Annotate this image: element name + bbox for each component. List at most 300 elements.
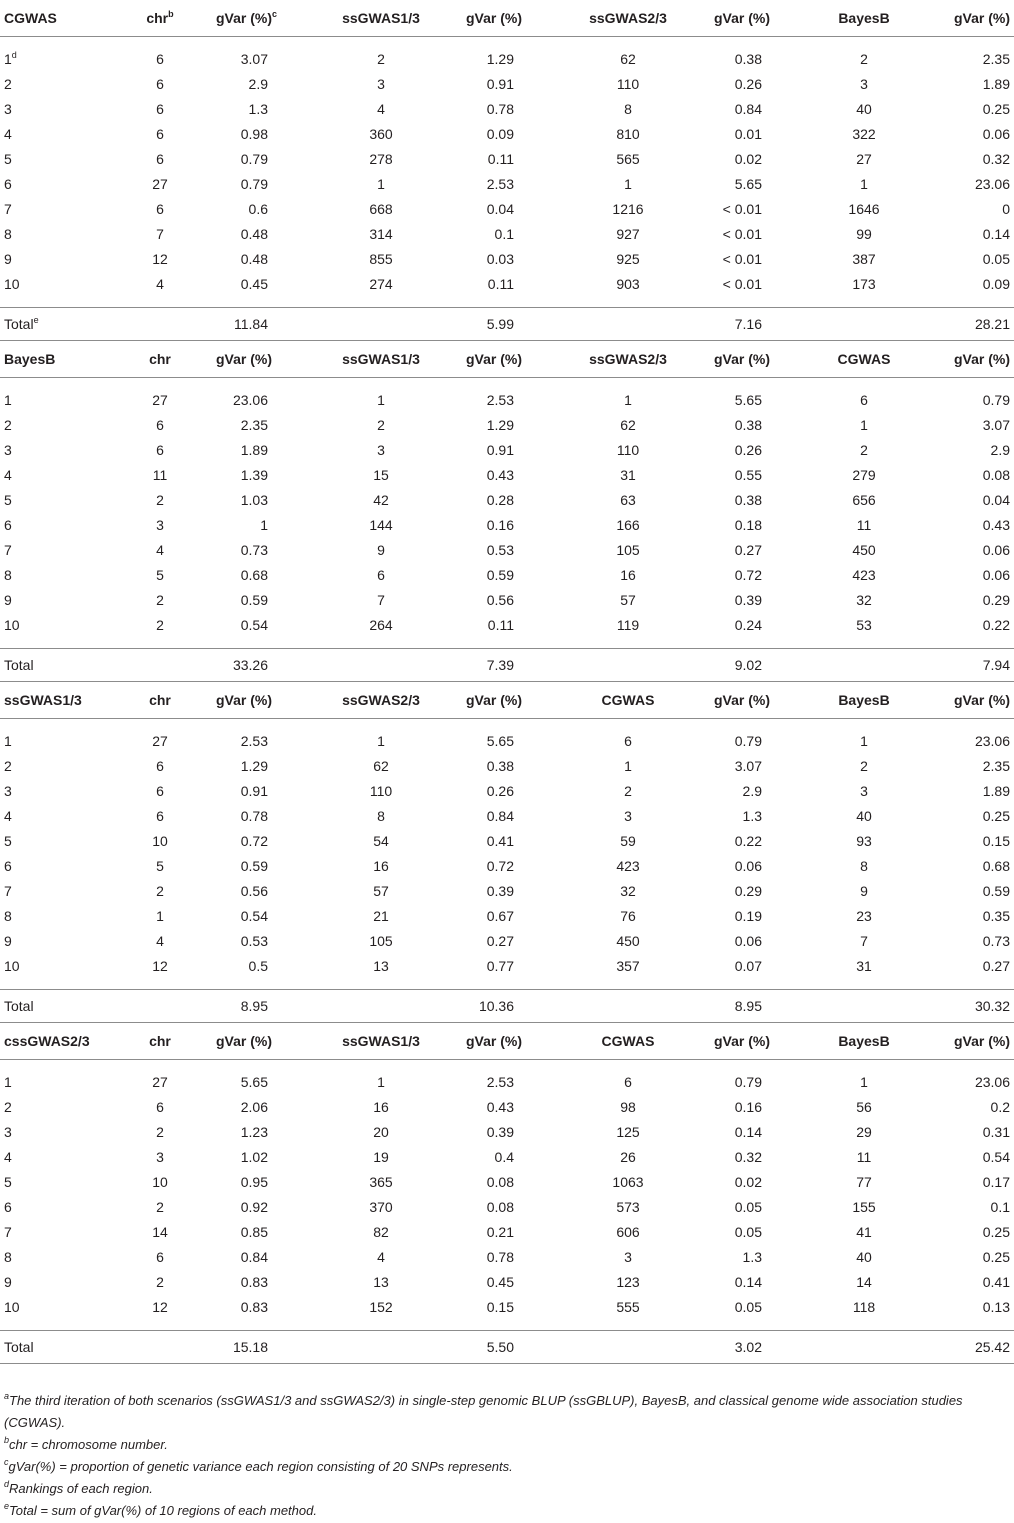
cell-value: 27 bbox=[152, 392, 168, 408]
table-cell bbox=[296, 729, 466, 754]
cell-value: 0.15 bbox=[486, 1299, 514, 1315]
cell-value: 2 bbox=[4, 758, 12, 774]
table-cell bbox=[940, 954, 1014, 979]
empty-cell bbox=[296, 308, 466, 341]
table-cell bbox=[0, 513, 104, 538]
column-header-label: gVar (%) bbox=[714, 351, 771, 367]
table-cell bbox=[466, 1220, 542, 1245]
spacer-cell bbox=[940, 37, 1014, 48]
table-row bbox=[0, 754, 1014, 779]
spacer-cell bbox=[940, 1060, 1014, 1071]
table-cell bbox=[216, 829, 296, 854]
footnote-marker: d bbox=[4, 1479, 10, 1489]
cell-value: 0.08 bbox=[486, 1174, 514, 1190]
cell-value: 0.14 bbox=[982, 226, 1010, 242]
table-cell bbox=[714, 97, 788, 122]
column-header bbox=[466, 341, 542, 378]
table-cell bbox=[466, 47, 542, 72]
table-cell bbox=[296, 563, 466, 588]
cell-value: 1063 bbox=[612, 1174, 644, 1190]
total-value-text: 33.26 bbox=[232, 657, 268, 673]
table-cell bbox=[940, 563, 1014, 588]
cell-value: 7 bbox=[4, 883, 12, 899]
table-cell bbox=[788, 1070, 940, 1095]
table-cell bbox=[714, 47, 788, 72]
cell-value: 0.59 bbox=[240, 858, 268, 874]
table-cell bbox=[714, 854, 788, 879]
spacer-cell bbox=[104, 1320, 216, 1331]
cell-value: 5 bbox=[4, 1174, 12, 1190]
cell-value: 26 bbox=[620, 1149, 636, 1165]
cell-value: 19 bbox=[373, 1149, 389, 1165]
cell-value: 0.16 bbox=[486, 517, 514, 533]
table-cell bbox=[714, 904, 788, 929]
table-cell bbox=[940, 438, 1014, 463]
footnote-marker: b bbox=[168, 9, 174, 19]
cell-value: 6 bbox=[860, 392, 868, 408]
table-cell bbox=[714, 247, 788, 272]
table-cell bbox=[296, 388, 466, 413]
total-value bbox=[714, 308, 788, 341]
cell-value: < 0.01 bbox=[722, 201, 762, 217]
table-cell bbox=[788, 1220, 940, 1245]
cell-value: 0.39 bbox=[734, 592, 762, 608]
table-cell bbox=[296, 879, 466, 904]
cell-value: 3 bbox=[156, 1149, 164, 1165]
cell-value: 1 bbox=[624, 176, 632, 192]
cell-value: 3.07 bbox=[240, 51, 268, 67]
column-header-label: gVar (%) bbox=[466, 10, 523, 26]
column-header bbox=[542, 1023, 714, 1060]
table-cell bbox=[296, 413, 466, 438]
total-value bbox=[940, 308, 1014, 341]
table-cell bbox=[466, 879, 542, 904]
row-spacer bbox=[0, 979, 1014, 990]
table-cell bbox=[0, 804, 104, 829]
table-cell bbox=[542, 1070, 714, 1095]
cell-value: 1.23 bbox=[240, 1124, 268, 1140]
total-value-text: 10.36 bbox=[478, 998, 514, 1014]
table-cell bbox=[466, 122, 542, 147]
footnote bbox=[4, 1434, 1014, 1456]
total-value-text: 7.16 bbox=[734, 316, 762, 332]
spacer-cell bbox=[216, 378, 296, 389]
table-cell bbox=[296, 1095, 466, 1120]
spacer-cell bbox=[104, 378, 216, 389]
cell-value: 59 bbox=[620, 833, 636, 849]
table-cell bbox=[296, 1070, 466, 1095]
table-cell bbox=[940, 197, 1014, 222]
cell-value: 10 bbox=[4, 276, 20, 292]
cell-value: 31 bbox=[620, 467, 636, 483]
cell-value: 5.65 bbox=[240, 1074, 268, 1090]
spacer-cell bbox=[714, 638, 788, 649]
column-header-label: gVar (%) bbox=[216, 1033, 273, 1049]
total-label bbox=[0, 1331, 104, 1364]
cell-value: 1.29 bbox=[486, 51, 514, 67]
total-label bbox=[0, 308, 104, 341]
footnote bbox=[4, 1500, 1014, 1522]
cell-value: 0.56 bbox=[486, 592, 514, 608]
table-cell bbox=[940, 729, 1014, 754]
cell-value: 7 bbox=[156, 226, 164, 242]
column-header bbox=[542, 341, 714, 378]
table-cell bbox=[104, 588, 216, 613]
cell-value: < 0.01 bbox=[722, 251, 762, 267]
cell-value: 14 bbox=[152, 1224, 168, 1240]
cell-value: 2.9 bbox=[990, 442, 1010, 458]
footnote-marker: d bbox=[11, 50, 17, 60]
spacer-cell bbox=[0, 1320, 104, 1331]
empty-cell bbox=[296, 990, 466, 1023]
cell-value: 0.79 bbox=[734, 733, 762, 749]
table-cell bbox=[296, 1220, 466, 1245]
table-cell bbox=[542, 97, 714, 122]
cell-value: 6 bbox=[156, 101, 164, 117]
table-cell bbox=[788, 1095, 940, 1120]
table-cell bbox=[940, 1295, 1014, 1320]
cell-value: 5.65 bbox=[734, 176, 762, 192]
cell-value: 6 bbox=[156, 783, 164, 799]
cell-value: 0.08 bbox=[486, 1199, 514, 1215]
table-cell bbox=[940, 613, 1014, 638]
cell-value: 0.55 bbox=[734, 467, 762, 483]
spacer-cell bbox=[104, 719, 216, 730]
table-cell bbox=[788, 729, 940, 754]
spacer-cell bbox=[466, 638, 542, 649]
table-cell bbox=[104, 954, 216, 979]
cell-value: 0.19 bbox=[734, 908, 762, 924]
table-cell bbox=[466, 388, 542, 413]
table-cell bbox=[0, 1195, 104, 1220]
table-cell bbox=[296, 172, 466, 197]
table-cell bbox=[0, 413, 104, 438]
table-cell bbox=[216, 513, 296, 538]
cell-value: 0.14 bbox=[734, 1274, 762, 1290]
table-cell bbox=[104, 413, 216, 438]
cell-value: 0.14 bbox=[734, 1124, 762, 1140]
table-cell bbox=[0, 72, 104, 97]
table-cell bbox=[788, 413, 940, 438]
table-cell bbox=[788, 779, 940, 804]
spacer-cell bbox=[788, 37, 940, 48]
cell-value: 606 bbox=[616, 1224, 640, 1240]
table-cell bbox=[714, 729, 788, 754]
cell-value: 0.59 bbox=[486, 567, 514, 583]
table-cell bbox=[104, 438, 216, 463]
table-cell bbox=[104, 47, 216, 72]
table-cell bbox=[542, 272, 714, 297]
cell-value: 1 bbox=[260, 517, 268, 533]
table-cell bbox=[466, 1245, 542, 1270]
spacer-cell bbox=[714, 719, 788, 730]
cell-value: 12 bbox=[152, 1299, 168, 1315]
spacer-cell bbox=[788, 719, 940, 730]
cell-value: 62 bbox=[620, 51, 636, 67]
spacer-cell bbox=[542, 37, 714, 48]
cell-value: 8 bbox=[4, 1249, 12, 1265]
cell-value: 0.22 bbox=[982, 617, 1010, 633]
cell-value: 23.06 bbox=[232, 392, 268, 408]
table-cell bbox=[714, 879, 788, 904]
spacer-cell bbox=[296, 37, 466, 48]
table-cell bbox=[788, 538, 940, 563]
table-cell bbox=[216, 272, 296, 297]
cell-value: 0.04 bbox=[486, 201, 514, 217]
table-row bbox=[0, 438, 1014, 463]
cell-value: 1.89 bbox=[982, 783, 1010, 799]
table-cell bbox=[542, 779, 714, 804]
table-cell bbox=[788, 929, 940, 954]
table-cell bbox=[466, 172, 542, 197]
cell-value: 14 bbox=[856, 1274, 872, 1290]
table-cell bbox=[104, 754, 216, 779]
table-cell bbox=[0, 1270, 104, 1295]
cell-value: 2.35 bbox=[982, 51, 1010, 67]
cell-value: 903 bbox=[616, 276, 640, 292]
table-cell bbox=[104, 272, 216, 297]
column-header-label: CGWAS bbox=[601, 1033, 655, 1049]
cell-value: 0.73 bbox=[240, 542, 268, 558]
table-cell bbox=[940, 854, 1014, 879]
column-header-label: gVar (%) bbox=[216, 10, 273, 26]
cell-value: 93 bbox=[856, 833, 872, 849]
cell-value: 0.05 bbox=[734, 1199, 762, 1215]
cell-value: 155 bbox=[852, 1199, 876, 1215]
footnote-text: Rankings of each region. bbox=[9, 1481, 153, 1496]
table-row bbox=[0, 1070, 1014, 1095]
spacer-cell bbox=[940, 1320, 1014, 1331]
table-cell bbox=[216, 588, 296, 613]
table-cell bbox=[466, 1120, 542, 1145]
table-cell bbox=[542, 413, 714, 438]
cell-value: 423 bbox=[616, 858, 640, 874]
total-value-text: 5.50 bbox=[486, 1339, 514, 1355]
total-value bbox=[216, 308, 296, 341]
table-cell bbox=[0, 1120, 104, 1145]
table-cell bbox=[788, 247, 940, 272]
column-header-label: BayesB bbox=[838, 692, 890, 708]
cell-value: 0.32 bbox=[734, 1149, 762, 1165]
cell-value: 0.06 bbox=[734, 858, 762, 874]
cell-value: 1.02 bbox=[240, 1149, 268, 1165]
total-value-text: 8.95 bbox=[734, 998, 762, 1014]
table-cell bbox=[940, 879, 1014, 904]
cell-value: 110 bbox=[616, 76, 640, 92]
cell-value: 0.68 bbox=[982, 858, 1010, 874]
footnote bbox=[4, 1456, 1014, 1478]
footnote-marker: e bbox=[4, 1501, 10, 1511]
table-cell bbox=[542, 122, 714, 147]
table-row bbox=[0, 1220, 1014, 1245]
cell-value: 15 bbox=[373, 467, 389, 483]
cell-value: 0.13 bbox=[982, 1299, 1010, 1315]
cell-value: 3.07 bbox=[734, 758, 762, 774]
table-cell bbox=[104, 1095, 216, 1120]
table-cell bbox=[296, 929, 466, 954]
column-header bbox=[216, 682, 296, 719]
footnote-marker: a bbox=[4, 1391, 10, 1401]
table-cell bbox=[788, 613, 940, 638]
table-cell bbox=[296, 247, 466, 272]
cell-value: 0.22 bbox=[734, 833, 762, 849]
table-cell bbox=[714, 779, 788, 804]
table-cell bbox=[714, 197, 788, 222]
column-header-label: chr bbox=[149, 1033, 171, 1049]
table-row bbox=[0, 1245, 1014, 1270]
table-cell bbox=[0, 929, 104, 954]
spacer-cell bbox=[542, 638, 714, 649]
table-cell bbox=[104, 1145, 216, 1170]
empty-cell bbox=[296, 1331, 466, 1364]
table-cell bbox=[714, 804, 788, 829]
cell-value: 23.06 bbox=[974, 1074, 1010, 1090]
column-header bbox=[940, 341, 1014, 378]
cell-value: 0.72 bbox=[240, 833, 268, 849]
column-header-label: gVar (%) bbox=[953, 10, 1010, 26]
cell-value: 40 bbox=[856, 1249, 872, 1265]
cell-value: 9 bbox=[4, 933, 12, 949]
cell-value: 0.07 bbox=[734, 958, 762, 974]
cell-value: 0.85 bbox=[240, 1224, 268, 1240]
column-header-label: gVar (%) bbox=[953, 1033, 1010, 1049]
total-label bbox=[0, 990, 104, 1023]
table-cell bbox=[0, 222, 104, 247]
table-cell bbox=[0, 1070, 104, 1095]
cell-value: 3 bbox=[624, 1249, 632, 1265]
table-cell bbox=[296, 72, 466, 97]
spacer-cell bbox=[542, 297, 714, 308]
cell-value: 173 bbox=[852, 276, 876, 292]
cell-value: 0.25 bbox=[982, 808, 1010, 824]
table-cell bbox=[296, 754, 466, 779]
cell-value: 0.21 bbox=[486, 1224, 514, 1240]
table-cell bbox=[216, 413, 296, 438]
spacer-cell bbox=[466, 378, 542, 389]
cell-value: 0.05 bbox=[734, 1224, 762, 1240]
cell-value: 82 bbox=[373, 1224, 389, 1240]
total-value-text: 28.21 bbox=[974, 316, 1010, 332]
cell-value: 4 bbox=[4, 1149, 12, 1165]
table-cell bbox=[542, 72, 714, 97]
spacer-cell bbox=[104, 979, 216, 990]
table-row bbox=[0, 1120, 1014, 1145]
column-header bbox=[296, 682, 466, 719]
spacer-cell bbox=[104, 1060, 216, 1071]
cell-value: 5 bbox=[4, 151, 12, 167]
table-cell bbox=[296, 47, 466, 72]
table-cell bbox=[216, 72, 296, 97]
total-value-text: 11.84 bbox=[234, 316, 268, 332]
table-cell bbox=[714, 488, 788, 513]
row-spacer bbox=[0, 37, 1014, 48]
table-cell bbox=[0, 829, 104, 854]
table-cell bbox=[0, 854, 104, 879]
cell-value: < 0.01 bbox=[722, 276, 762, 292]
table-cell bbox=[296, 588, 466, 613]
cell-value: 118 bbox=[852, 1299, 876, 1315]
table-row bbox=[0, 588, 1014, 613]
table-cell bbox=[216, 1270, 296, 1295]
table-cell bbox=[940, 413, 1014, 438]
table-cell bbox=[788, 388, 940, 413]
cell-value: 0.09 bbox=[486, 126, 514, 142]
column-header bbox=[216, 341, 296, 378]
table-cell bbox=[0, 122, 104, 147]
column-header bbox=[466, 0, 542, 37]
total-value bbox=[714, 649, 788, 682]
table-cell bbox=[788, 463, 940, 488]
cell-value: 6 bbox=[4, 517, 12, 533]
table-cell bbox=[714, 613, 788, 638]
spacer-cell bbox=[542, 1060, 714, 1071]
total-row bbox=[0, 308, 1014, 341]
cell-value: 656 bbox=[852, 492, 876, 508]
cell-value: 1.29 bbox=[486, 417, 514, 433]
table-cell bbox=[104, 1195, 216, 1220]
table-cell bbox=[788, 97, 940, 122]
cell-value: 76 bbox=[620, 908, 636, 924]
cell-value: 370 bbox=[369, 1199, 393, 1215]
cell-value: 0.95 bbox=[240, 1174, 268, 1190]
table-cell bbox=[788, 854, 940, 879]
cell-value: 0.27 bbox=[486, 933, 514, 949]
cell-value: 57 bbox=[620, 592, 636, 608]
table-cell bbox=[466, 854, 542, 879]
total-label-text: Total bbox=[4, 998, 34, 1014]
table-cell bbox=[296, 779, 466, 804]
cell-value: 1.3 bbox=[742, 1249, 762, 1265]
cell-value: 10 bbox=[4, 1299, 20, 1315]
column-header-label: CGWAS bbox=[4, 10, 57, 26]
cell-value: 5 bbox=[4, 492, 12, 508]
cell-value: 166 bbox=[616, 517, 640, 533]
total-value bbox=[466, 1331, 542, 1364]
column-header-label: gVar (%) bbox=[953, 351, 1010, 367]
spacer-cell bbox=[466, 719, 542, 730]
column-header bbox=[542, 682, 714, 719]
spacer-cell bbox=[714, 979, 788, 990]
cell-value: 9 bbox=[377, 542, 385, 558]
total-label-text: Total bbox=[4, 657, 34, 673]
column-header-label: ssGWAS1/3 bbox=[4, 692, 82, 708]
cell-value: 1 bbox=[377, 392, 385, 408]
cell-value: 3 bbox=[860, 76, 868, 92]
spacer-cell bbox=[296, 979, 466, 990]
cell-value: 927 bbox=[616, 226, 640, 242]
cell-value: 10 bbox=[152, 1174, 168, 1190]
table-cell bbox=[714, 1245, 788, 1270]
table-row bbox=[0, 463, 1014, 488]
cell-value: 0.26 bbox=[734, 76, 762, 92]
cell-value: 123 bbox=[616, 1274, 640, 1290]
cell-value: 0.26 bbox=[486, 783, 514, 799]
table-row bbox=[0, 247, 1014, 272]
cell-value: 0.92 bbox=[240, 1199, 268, 1215]
table-row bbox=[0, 904, 1014, 929]
table-cell bbox=[466, 513, 542, 538]
table-cell bbox=[0, 879, 104, 904]
table-cell bbox=[788, 1145, 940, 1170]
table-cell bbox=[466, 488, 542, 513]
table-cell bbox=[542, 563, 714, 588]
cell-value: 0.43 bbox=[486, 1099, 514, 1115]
total-value-text: 5.99 bbox=[486, 316, 514, 332]
table-cell bbox=[216, 438, 296, 463]
cell-value: 2 bbox=[4, 1099, 12, 1115]
table-cell bbox=[542, 1145, 714, 1170]
cell-value: 7 bbox=[4, 201, 12, 217]
